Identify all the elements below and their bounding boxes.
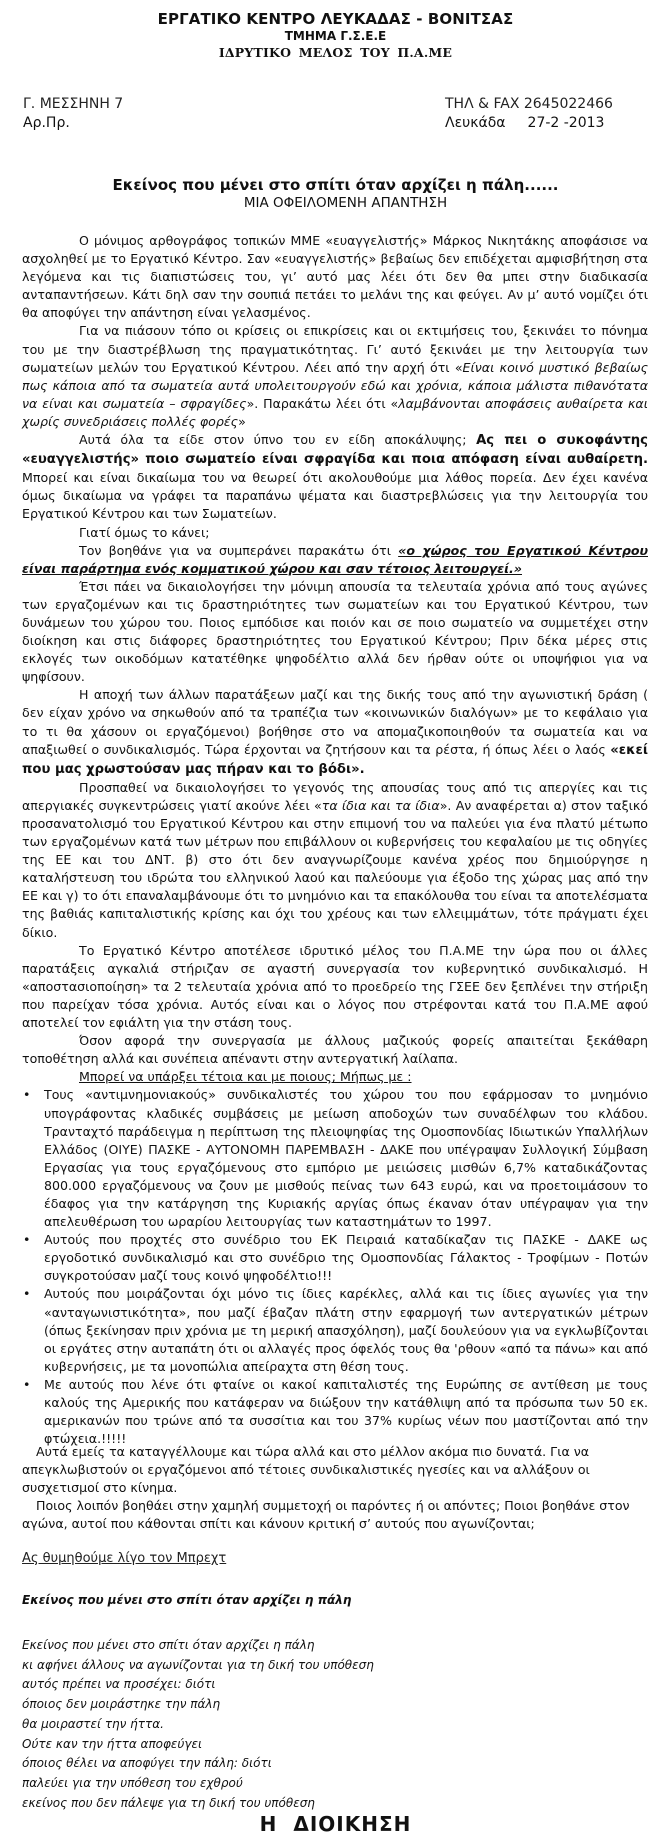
bullet-icon: • xyxy=(23,1087,31,1103)
quote-same-things: τα ίδια και τα ίδια xyxy=(321,797,440,813)
text: Μπορεί και είναι δικαίωμα του να θεωρεί ότι ακολουθούμε μια λάθος πορεία. Δεν έχει κανένα όμως δικαίωμα να γράφει τα παραπάνω ψέματα και διαστρεβλώσεις για την λειτουργία του Εργατικού Κέντρου και των Σωματείων. xyxy=(22,470,648,522)
text: ». Αν αναφέρεται α) στον ταξικό προσανατολισμό του Εργατικού Κέντρου και στην επιμονή του να παλεύει για ένα πλατύ μέτωπο των εργαζομένων κατά των μέτρων που επιβάλλουν οι κυβερνήσεις του κεφαλαίου με τις οδηγίες της ΕΕ και του ΔΝΤ. β) στο ότι δεν αναγνωρίζουμε κανένα χρέος που δημιούργησε η καταλήστευση του ιδρώτα του ελληνικού λαού και παλεύουμε για έξοδο της χώρας μας από την ΕΕ και γ) το ότι επαναλαμβάνουμε ότι το μνημόνιο και τα επακόλουθα του είναι τα αποτελέσματα της βαθιάς καπιταλιστικής κρίσης και όχι του χρέους και των ελλειμμάτων, τότε πράγματι έχει δίκιο. xyxy=(22,797,648,940)
list-item xyxy=(22,1086,648,1231)
closing-section xyxy=(22,1443,648,1533)
list-item-text: Αυτούς που προχτές στο συνέδριο του ΕΚ Πειραιά καταδίκαζαν τις ΠΑΣΚΕ - ΔΑΚΕ ως εργοδοτικό συνδικαλισμό και στο συνέδριο της Ομοσπονδίας Γάλακτος - Τροφίμων - Ποτών συγκροτούσαν μαζί τους κοινό ψηφοδέλτιο!!! xyxy=(44,1232,648,1284)
poem-line: Εκείνος που μένει στο σπίτι όταν αρχίζει η πάλη xyxy=(22,1638,315,1652)
poem-line: παλεύει για την υπόθεση του εχθρού xyxy=(22,1775,243,1790)
list-item xyxy=(22,1231,648,1285)
paragraph-3 xyxy=(22,431,648,523)
phone-fax: ΤΗΛ & FAX 2645022466 xyxy=(445,96,613,112)
poem-line: κι αφήνει άλλους να αγωνίζονται για τη δική του υπόθεση xyxy=(22,1657,374,1672)
text: Τον βοηθάνε για να συμπεράνει παρακάτω ότι xyxy=(79,542,399,558)
text: Προσπαθεί να δικαιολογήσει το γεγονός της απουσίας τους από τις απεργίες και τις απεργιακές συγκεντρώσεις γιατί ακούνε λέει « xyxy=(22,779,648,813)
proverb: «εκεί που μας χρωστούσαν μας πήραν και το βόδι». xyxy=(22,742,648,777)
poem-line: θα μοιραστεί την ήττα. xyxy=(22,1716,164,1731)
list-item xyxy=(22,1376,648,1448)
poem-line: Ούτε καν την ήττα αποφεύγει xyxy=(22,1736,203,1751)
paragraph-2 xyxy=(22,322,648,431)
paragraph-9: Το Εργατικό Κέντρο αποτέλεσε ιδρυτικό μέλος του Π.Α.ΜΕ την ώρα που οι άλλες παρατάξεις αγκαλιά στήριζαν σε αγαστή συνεργασία τον κυβερνητικό συνδικαλισμό. Η «αποστασιοποίηση» τα 2 τελευταία χρόνια από το προεδρείο της ΓΣΕΕ δεν ξεπλένει την στήριξη που παρείχαν τόσα χρόνια. Αυτός είναι και ο λόγος που στρέφονται κατά του Π.Α.ΜΕ αφού αποτελεί τον εφιάλτη για την στάση τους. xyxy=(22,942,648,1031)
bullet-list xyxy=(22,1086,648,1448)
document-title: Εκείνος που μένει στο σπίτι όταν αρχίζει η πάλη...... xyxy=(112,176,559,194)
quote-1: Είναι κοινό μυστικό βεβαίως πως κάποια από τα σωματεία αυτά υπολειτουργούν εδώ και χρόνια, κάποια μάλιστα πιθανότατα να είναι και σωματεία – σφραγίδες xyxy=(22,359,649,411)
text: » xyxy=(238,413,246,429)
poem-title: Εκείνος που μένει στο σπίτι όταν αρχίζει η πάλη xyxy=(22,1593,352,1607)
paragraph-5 xyxy=(22,542,648,578)
affiliation: ΙΔΡΥΤΙΚΟ ΜΕΛΟΣ ΤΟΥ Π.Α.ΜΕ xyxy=(218,45,453,60)
list-item-text: Τους «αντιμνημονιακούς» συνδικαλιστές του χώρου του που εφάρμοσαν το μνημόνιο υπογράφοντας κλαδικές συμβάσεις με μείωση αποδοχών των συναδέλφων του κλάδου. Τρανταχτό παράδειγμα η περίπτωση της πλειοψηφίας της Ομοσπονδίας Ιδιωτικών Υπαλλήλων Ελλάδος (ΟΙΥΕ) ΠΑΣΚΕ - ΑΥΤΟΝΟΜΗ ΠΑΡΕΜΒΑΣΗ - ΔΑΚΕ που υπέγραψαν Συλλογική Σύμβαση Εργασίας για τους εργαζόμενους στο εμπόριο με μειώσεις μισθών 6,7% καταδικάζοντας 800.000 εργαζόμενους να ζουν με μισθούς πείνας των 643 ευρώ, και να προετοιμάσουν το έδαφος για την κατάργηση της Κυριακής αργίας όπως έκαναν όταν υπέγραψαν για την απελευθέρωση του ωραρίου λειτουργίας των καταστημάτων το 1997. xyxy=(44,1087,648,1230)
closing-paragraph-2: Ποιος λοιπόν βοηθάει στην χαμηλή συμμετοχή οι παρόντες ή οι απόντες; Ποιοι βοηθάνε στον αγώνα, αυτοί που κάθονται σπίτι και κάνουν κριτική σ’ αυτούς που αγωνίζονται; xyxy=(22,1498,630,1532)
list-item-text: Με αυτούς που λένε ότι φταίνε οι κακοί καπιταλιστές της Ευρώπης σε αντίθεση με τους καλούς της Αμερικής που κατάφεραν να διώξουν την κατάθλιψη από τα πρόσωπα των 50 εκ. αμερικανών που τρώνε από τα συσσίτια και του 37% κυρίως νέων που μαστίζονται από την φτώχεια.!!!!! xyxy=(44,1376,648,1447)
paragraph-10: Όσον αφορά την συνεργασία με άλλους μαζικούς φορείς απαιτείται ξεκάθαρη τοποθέτηση αλλά και συνέπεια απέναντι στην αντεργατική λαίλαπα. xyxy=(22,1033,648,1067)
bullet-icon: • xyxy=(23,1376,31,1392)
closing-paragraph-1: Αυτά εμείς τα καταγγέλλουμε και τώρα αλλά και στο μέλλον ακόμα πιο δυνατά. Για να απεγκλωβιστούν οι εργαζόμενοι από τέτοιες συνδικαλιστικές ηγεσίες και να αλλάξουν οι συσχετισμοί στο κίνημα. xyxy=(22,1444,590,1496)
poem-line: όποιος δεν μοιράστηκε την πάλη xyxy=(22,1697,221,1712)
quoted-claim: «ο χώρος του Εργατικού Κέντρου είναι παράρτημα ενός κομματικού χώρου και σαν τέτοιος λειτουργεί.» xyxy=(22,542,648,576)
poem xyxy=(22,1636,374,1813)
signature: Η ΔΙΟΙΚΗΣΗ xyxy=(259,1812,412,1836)
place-date xyxy=(445,115,604,131)
place: Λευκάδα xyxy=(445,115,506,131)
paragraph-7 xyxy=(22,686,648,778)
department: ΤΜΗΜΑ Γ.Σ.Ε.Ε xyxy=(284,29,387,43)
date: 27-2 -2013 xyxy=(527,115,605,131)
bullet-icon: • xyxy=(23,1286,31,1302)
list-item xyxy=(22,1285,648,1375)
quote-2: λαμβάνονται αποφάσεις αυθαίρετα και χωρίς συνεδριάσεις πολλές φορές xyxy=(22,395,648,429)
bullet-icon: • xyxy=(23,1232,31,1248)
poem-line: όποιος θέλει να αποφύγει την πάλη: διότι xyxy=(22,1756,272,1771)
paragraph-6: Έτσι πάει να δικαιολογήσει την μόνιμη απουσία τα τελευταία χρόνια από τους αγώνες των εργαζομένων και τις δραστηριότητες των σωματείων και του Εργατικού Κέντρου, των δυνάμεων του χώρου του. Ποιος εμπόδισε και ποιόν και σε ποιο σωματείο να συμμετέχει στην διοίκηση και στις διάφορες δραστηριότητες του Εργατικού Κέντρου; Πριν δέκα μέρες στις εκλογές των οικοδόμων κατατέθηκε ψηφοδέλτιο αλλά δεν ήρθαν ούτε οι υποψήφιοι για να ψηφίσουν. xyxy=(22,578,648,685)
paragraph-4: Γιατί όμως το κάνει; xyxy=(79,524,210,540)
brecht-intro: Ας θυμηθούμε λίγο τον Μπρεχτ xyxy=(22,1551,227,1566)
org-name: ΕΡΓΑΤΙΚΟ ΚΕΝΤΡΟ ΛΕΥΚΑΔΑΣ - ΒΟΝΙΤΣΑΣ xyxy=(157,10,514,28)
underlined-question: Μπορεί να υπάρξει τέτοια και με ποιους; Μήπως με : xyxy=(79,1069,412,1085)
protocol-number-label: Αρ.Πρ. xyxy=(23,115,70,131)
text: Η αποχή των άλλων παρατάξεων μαζί και της δικής τους από την αγωνιστική δράση ( δεν είχαν χρόνο να σηκωθούν από τα τραπέζια των «κοινωνικών διαλόγων» με το κεφάλαιο για το τι θα χάσουν οι εργαζόμενοι) βοήθησε στο να απομαζικοποιηθούν τα σωματεία και να απαξιωθεί ο συνδικαλισμός. Τώρα έρχονται να ζητήσουν και τα ρέστα, ή όπως λέει ο λαός xyxy=(22,687,648,757)
document-body xyxy=(22,232,648,1448)
paragraph-1: Ο μόνιμος αρθογράφος τοπικών ΜΜΕ «ευαγγελιστής» Μάρκος Νικητάκης αποφάσισε να ασχοληθεί με το Εργατικό Κέντρο. Σαν «ευαγγελιστής» βεβαίως δεν επιδέχεται αμφισβήτηση στα λεγόμενα και τις διαπιστώσεις του, γι’ αυτό μας λέει ότι δεν θα μπει στην διαδικασία ανταπαντήσεων. Κάτι δηλ σαν την σουπιά πετάει το μελάνι της και φεύγει. Αν μ’ αυτό νομίζει ότι θα αποφύγει την απάντηση είναι γελασμένος. xyxy=(22,233,648,321)
street-address: Γ. ΜΕΣΣΗΝΗ 7 xyxy=(23,96,124,112)
paragraph-11 xyxy=(22,1068,648,1086)
document-subtitle: ΜΙΑ ΟΦΕΙΛΟΜΕΝΗ ΑΠΑΝΤΗΣΗ xyxy=(243,195,448,211)
list-item-text: Αυτούς που μοιράζονται όχι μόνο τις ίδιες καρέκλες, αλλά και τις ίδιες αγωνίες για την «ανταγωνιστικότητα», που μαζί έβαζαν πλάτη στην εφαρμογή των αντεργατικών μέτρων (όπως ξεκίνησαν πριν χρόνια με τη μερική απασχόληση), μαζί δουλεύουν για να εγκλωβίζονται οι εργάτες στην αυταπάτη ότι οι αλλαγές προς όφελός τους θα 'ρθουν «από τα πάνω» και από κυβερνήσεις, με τα μονοπώλια απείραχτα στη θέση τους. xyxy=(44,1286,648,1374)
paragraph-8 xyxy=(22,779,648,942)
bold-challenge: Ας πει ο συκοφάντης «ευαγγελιστής» ποιο σωματείο είναι σφραγίδα και ποια απόφαση είναι αυθαίρετη. xyxy=(22,433,648,468)
poem-line: εκείνος που δεν πάλεψε για τη δική του υπόθεση xyxy=(22,1795,315,1810)
text: Για να πιάσουν τόπο οι κρίσεις οι επικρίσεις και οι εκτιμήσεις του, ξεκινάει το πόνημα του με την διαστρέβλωση της πραγματικότητας. Γι’ αυτό ξεκινάει με την λειτουργία των σωματείων μελών του Εργατικού Κέντρου. Λέει από την αρχή ότι « xyxy=(22,323,648,375)
text: Αυτά όλα τα είδε στον ύπνο του εν είδη αποκάλυψης; xyxy=(79,432,477,448)
text: ». Παρακάτω λέει ότι « xyxy=(246,395,399,411)
poem-line: αυτός πρέπει να προσέχει: διότι xyxy=(22,1677,216,1692)
